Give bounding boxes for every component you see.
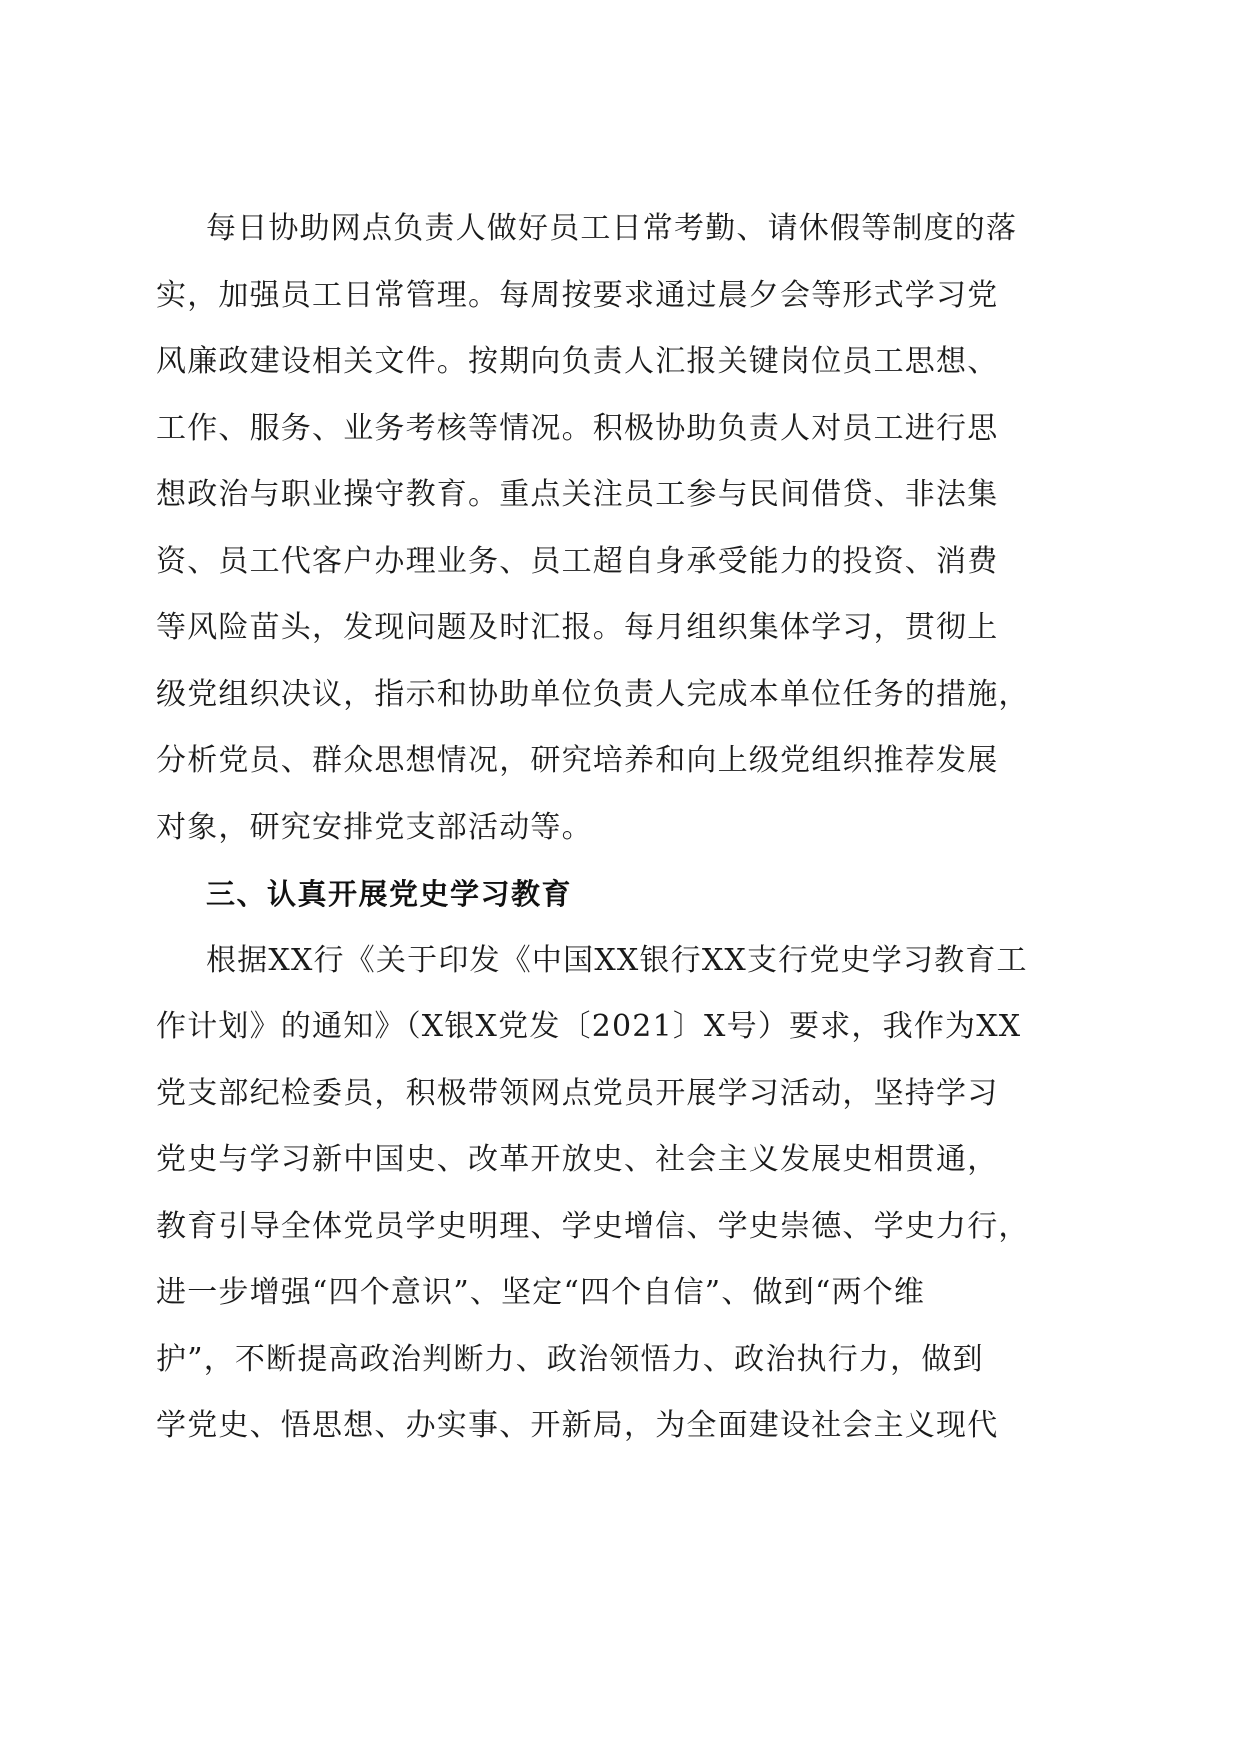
text-line: 对象，研究安排党支部活动等。 [156,809,593,845]
document-body [156,196,1086,1460]
text-line: 作计划》的通知》（X银X党发〔2021〕X号）要求，我作为XX [156,1009,1022,1044]
text-line: 级党组织决议，指示和协助单位负责人完成本单位任务的措施， [156,676,1030,712]
text-line: 教育引导全体党员学史明理、学史增信、学史崇德、学史力行， [156,1208,1030,1244]
text-line: 每日协助网点负责人做好员工日常考勤、请休假等制度的落 [206,211,1018,246]
text-line: 工作、服务、业务考核等情况。积极协助负责人对员工进行思 [156,410,999,446]
text-line: 想政治与职业操守教育。重点关注员工参与民间借贷、非法集 [156,477,999,512]
text-line: 护”，不断提高政治判断力、政治领悟力、政治执行力，做到 [156,1341,984,1377]
text-line: 根据XX行《关于印发《中国XX银行XX支行党史学习教育工 [206,942,1028,978]
text-line: 等风险苗头，发现问题及时汇报。每月组织集体学习，贯彻上 [156,610,999,645]
paragraph-party-history-study [156,928,1086,1460]
text-line: 风廉政建设相关文件。按期向负责人汇报关键岗位员工思想、 [156,344,999,379]
text-line: 学党史、悟思想、办实事、开新局，为全面建设社会主义现代 [156,1408,999,1443]
text-line: 实，加强员工日常管理。每周按要求通过晨夕会等形式学习党 [156,277,999,313]
text-line: 党支部纪检委员，积极带领网点党员开展学习活动，坚持学习 [156,1075,999,1111]
text-line: 分析党员、群众思想情况，研究培养和向上级党组织推荐发展 [156,743,999,778]
paragraph-attendance-management [156,196,1086,861]
section-heading: 三、认真开展党史学习教育 [206,877,573,911]
text-line: 资、员工代客户办理业务、员工超自身承受能力的投资、消费 [156,543,999,579]
text-line: 进一步增强“四个意识”、坚定“四个自信”、做到“两个维 [156,1275,926,1310]
text-line: 党史与学习新中国史、改革开放史、社会主义发展史相贯通， [156,1142,999,1177]
